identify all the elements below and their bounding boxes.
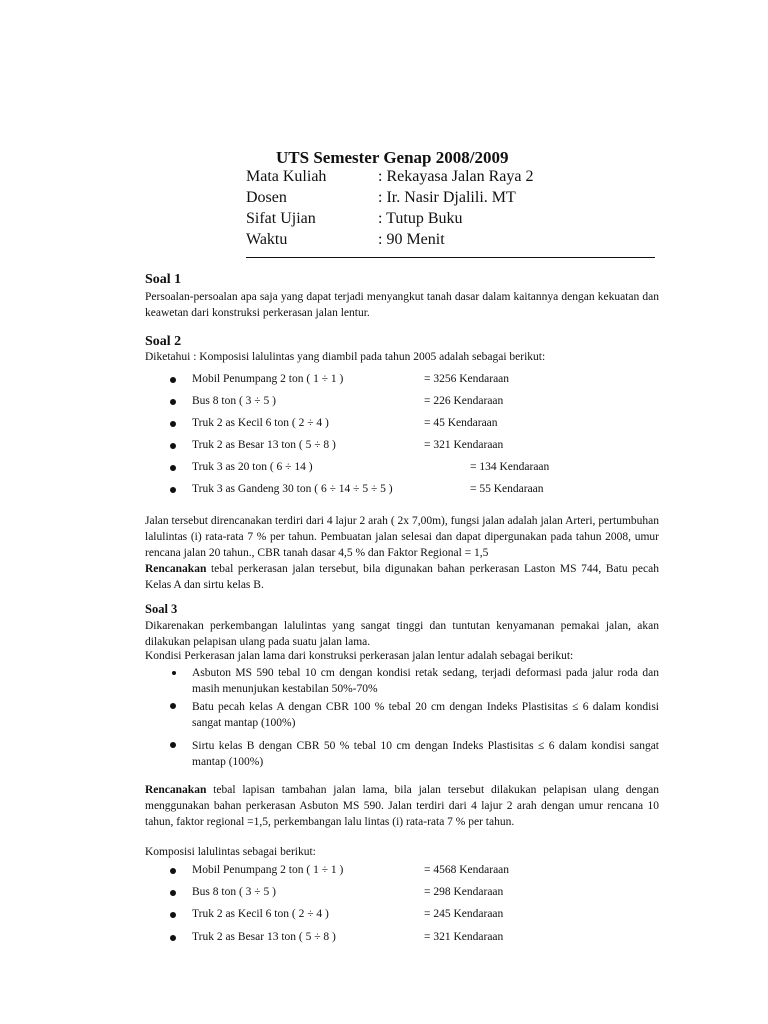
- soal2-intro: Diketahui : Komposisi lalulintas yang diambil pada tahun 2005 adalah sebagai berikut:: [145, 351, 546, 363]
- soal1-text: Persoalan-persoalan apa saja yang dapat terjadi menyangkut tanah dasar dalam kaitannya dengan kekuatan dan keawetan dari konstruksi perkerasan jalan lentur.: [145, 291, 659, 319]
- soal3-task-text: tebal lapisan tambahan jalan lama, bila jalan tersebut dilakukan pelapisan ulang dengan menggunakan bahan perkerasan Asbuton MS 590. Jalan terdiri dari 4 lajur 2 arah dengan umur rencana 10 tahun, faktor regional =1,5, perkembangan lalu lintas (i) rata-rata 7 % per tahun.: [145, 784, 659, 828]
- soal2-task: [145, 561, 659, 593]
- soal3-heading: Soal 3: [145, 602, 178, 616]
- header-divider: [246, 257, 655, 258]
- bullet-icon: [170, 443, 176, 449]
- soal2-item-count: = 226 Kendaraan: [424, 395, 504, 407]
- soal2-item-count: = 55 Kendaraan: [470, 483, 544, 495]
- header-label-course: Mata Kuliah: [246, 168, 327, 185]
- soal3-intro: Dikarenakan perkembangan lalulintas yang sangat tinggi dan tuntutan kenyamanan pemakai jalan, akan dilakukan pelapisan ulang pada suatu jalan lama.: [145, 620, 659, 648]
- header-label-exam-type: Sifat Ujian: [246, 210, 316, 227]
- header-label-lecturer: Dosen: [246, 189, 287, 206]
- soal3-task-keyword: Rencanakan: [145, 784, 207, 796]
- soal3-condition: Sirtu kelas B dengan CBR 50 % tebal 10 cm dengan Indeks Plastisitas ≤ 6 dalam kondisi sangat mantap (100%): [192, 740, 659, 768]
- soal2-item-name: Truk 3 as 20 ton ( 6 ÷ 14 ): [192, 461, 313, 473]
- exam-title: UTS Semester Genap 2008/2009: [276, 148, 509, 167]
- soal2-item-count: = 3256 Kendaraan: [424, 373, 510, 385]
- soal3-item-count: = 321 Kendaraan: [424, 931, 504, 943]
- soal2-task-text: tebal perkerasan jalan tersebut, bila digunakan bahan perkerasan Laston MS 744, Batu pecah Kelas A dan sirtu kelas B.: [145, 563, 659, 591]
- soal2-item-count: = 45 Kendaraan: [424, 417, 498, 429]
- bullet-icon: [170, 487, 176, 493]
- soal3-item-count: = 298 Kendaraan: [424, 886, 504, 898]
- soal2-item-name: Mobil Penumpang 2 ton ( 1 ÷ 1 ): [192, 373, 344, 385]
- soal3-item-name: Truk 2 as Besar 13 ton ( 5 ÷ 8 ): [192, 931, 336, 943]
- bullet-icon: [172, 671, 176, 675]
- bullet-icon: [170, 421, 176, 427]
- soal2-item-count: = 321 Kendaraan: [424, 439, 504, 451]
- bullet-icon: [170, 465, 176, 471]
- soal2-item-name: Truk 3 as Gandeng 30 ton ( 6 ÷ 14 ÷ 5 ÷ 5 ): [192, 483, 393, 495]
- soal3-item-count: = 245 Kendaraan: [424, 908, 504, 920]
- header-label-time: Waktu: [246, 231, 288, 248]
- bullet-icon: [170, 399, 176, 405]
- soal2-item-count: = 134 Kendaraan: [470, 461, 550, 473]
- soal2-task-keyword: Rencanakan: [145, 563, 207, 575]
- soal3-condition-intro: Kondisi Perkerasan jalan lama dari konstruksi perkerasan jalan lentur adalah sebagai berikut:: [145, 650, 574, 662]
- header-value-course: : Rekayasa Jalan Raya 2: [378, 168, 534, 185]
- header-value-lecturer: : Ir. Nasir Djalili. MT: [378, 189, 516, 206]
- soal2-heading: Soal 2: [145, 334, 182, 349]
- soal1-heading: Soal 1: [145, 272, 182, 287]
- soal3-task: [145, 782, 659, 830]
- soal3-condition: Asbuton MS 590 tebal 10 cm dengan kondisi retak sedang, terjadi deformasi pada jalur roda dan masih menunjukan kestabilan 50%-70%: [192, 667, 659, 695]
- bullet-icon: [170, 912, 176, 918]
- bullet-icon: [170, 935, 176, 941]
- bullet-icon: [170, 890, 176, 896]
- bullet-icon: [170, 742, 176, 748]
- header-value-time: : 90 Menit: [378, 231, 445, 248]
- soal3-item-name: Truk 2 as Kecil 6 ton ( 2 ÷ 4 ): [192, 908, 329, 920]
- bullet-icon: [170, 377, 176, 383]
- soal2-item-name: Truk 2 as Kecil 6 ton ( 2 ÷ 4 ): [192, 417, 329, 429]
- soal3-composition-intro: Komposisi lalulintas sebagai berikut:: [145, 846, 316, 858]
- bullet-icon: [170, 703, 176, 709]
- header-value-exam-type: : Tutup Buku: [378, 210, 463, 227]
- soal2-paragraph: Jalan tersebut direncanakan terdiri dari 4 lajur 2 arah ( 2x 7,00m), fungsi jalan adalah jalan Arteri, pertumbuhan lalulintas (i) rata-rata 7 % per tahun. Pembuatan jalan selesai dan dapat dipergunakan pada tahun 2008, umur rencana jalan 20 tahun., CBR tanah dasar 4,5 % dan Faktor Regional = 1,5: [145, 515, 659, 559]
- soal3-item-name: Mobil Penumpang 2 ton ( 1 ÷ 1 ): [192, 864, 344, 876]
- soal3-item-name: Bus 8 ton ( 3 ÷ 5 ): [192, 886, 276, 898]
- bullet-icon: [170, 868, 176, 874]
- soal2-item-name: Bus 8 ton ( 3 ÷ 5 ): [192, 395, 276, 407]
- soal2-item-name: Truk 2 as Besar 13 ton ( 5 ÷ 8 ): [192, 439, 336, 451]
- soal3-condition: Batu pecah kelas A dengan CBR 100 % tebal 20 cm dengan Indeks Plastisitas ≤ 6 dalam kondisi sangat mantap (100%): [192, 701, 659, 729]
- soal3-item-count: = 4568 Kendaraan: [424, 864, 510, 876]
